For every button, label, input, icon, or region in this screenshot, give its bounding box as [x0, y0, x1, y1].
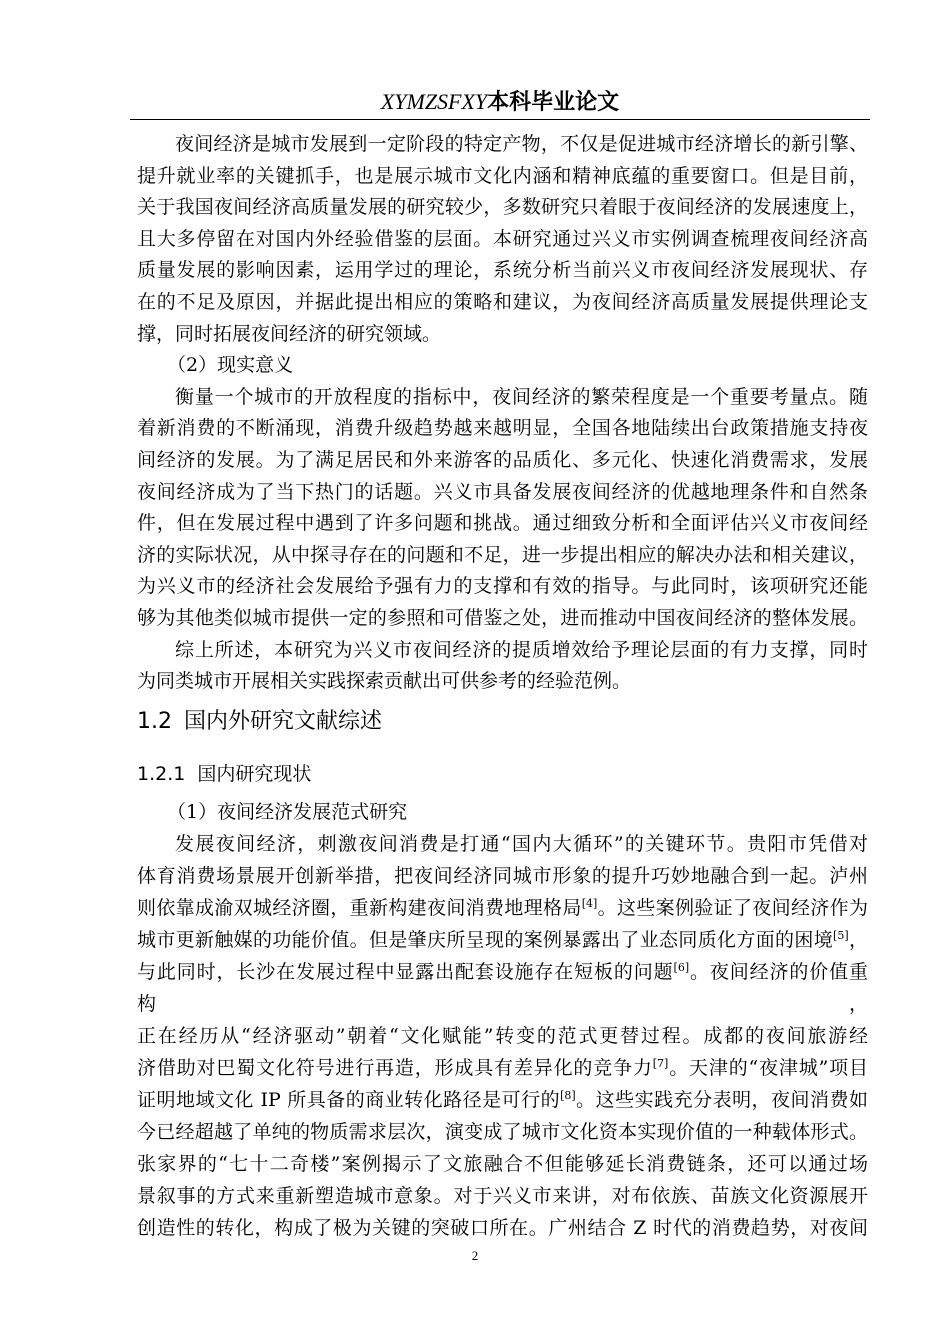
subsection-title: 国内研究现状: [197, 763, 312, 785]
citation-ref: [7]: [652, 1057, 669, 1070]
text-line: [137, 224, 868, 256]
text-segment: 质量发展的影响因素，运用学过的理论，系统分析当前兴义市夜间经济发展现状、存: [137, 259, 868, 282]
text-segment: 正在经历从“经济驱动”朝着“文化赋能”转变的范式更替过程。成都的夜间旅游经: [137, 1025, 868, 1047]
text-line: [137, 1084, 868, 1116]
text-line: [137, 892, 868, 924]
text-line: [137, 924, 868, 956]
text-segment: 间经济的发展。为了满足居民和外来游客的品质化、多元化、快速化消费需求，发展: [137, 448, 868, 471]
text-line: [137, 571, 868, 603]
text-line: [137, 350, 868, 382]
text-line: [137, 1020, 868, 1052]
subsection-number: 1.2.1: [137, 763, 186, 785]
page-number: 2: [471, 1248, 479, 1263]
header-rule: [130, 119, 870, 120]
text-segment: 撑，同时拓展夜间经济的研究领域。: [137, 322, 442, 345]
text-segment: 发展夜间经济，刺激夜间消费是打通“国内大循环”的关键环节。贵阳市凭借对: [175, 833, 868, 855]
text-segment: 创造性的转化，构成了极为关键的突破口所在。广州结合 Z 时代的消费趋势，对夜间: [137, 1217, 868, 1239]
section-number: 1.2: [137, 709, 172, 734]
text-line: [137, 319, 868, 351]
text-segment: 则依靠成渝双城经济圈，重新构建夜间消费地理格局: [137, 897, 582, 919]
text-line: [137, 445, 868, 477]
running-header: [130, 88, 870, 117]
text-line: [137, 508, 868, 540]
text-segment: 夜间经济是城市发展到一定阶段的特定产物，不仅是促进城市经济增长的新引擎、: [175, 133, 868, 155]
text-line: [137, 192, 868, 224]
citation-ref: [8]: [560, 1089, 576, 1102]
citation-ref: [6]: [673, 961, 690, 974]
subsection-heading: [137, 761, 311, 787]
text-segment: 。夜间经济的价值重构，: [137, 961, 868, 1015]
text-segment: 证明地域文化 IP 所具备的商业转化路径是可行的: [137, 1089, 561, 1111]
text-segment: 且大多停留在对国内外经验借鉴的层面。本研究通过兴义市实例调查梳理夜间经济高: [137, 227, 868, 250]
text-line: [137, 1116, 868, 1148]
text-line: [137, 382, 868, 414]
text-segment: （1）夜间经济发展范式研究: [167, 801, 408, 823]
text-line: [137, 956, 868, 1020]
text-segment: 在的不足及原因，并据此提出相应的策略和建议，为夜间经济高质量发展提供理论支: [137, 290, 868, 313]
text-segment: 夜间经济成为了当下热门的话题。兴义市具备发展夜间经济的优越地理条件和自然条: [137, 480, 868, 503]
text-segment: 。这些实践充分表明，夜间消费如: [575, 1089, 868, 1111]
text-segment: （2）现实意义: [167, 354, 294, 377]
text-segment: 济的实际状况，从中探寻存在的问题和不足，进一步提出相应的解决办法和相关建议，: [137, 543, 868, 566]
text-segment: 张家界的“七十二奇楼”案例揭示了文旅融合不但能够延长消费链条，还可以通过场: [137, 1153, 868, 1175]
section-heading: [137, 707, 382, 737]
text-line: [137, 129, 868, 161]
text-line: [137, 1180, 868, 1212]
text-line: [137, 540, 868, 572]
text-segment: 衡量一个城市的开放程度的指标中，夜间经济的繁荣程度是一个重要考量点。随: [175, 385, 868, 408]
body-section-domestic-research: [137, 796, 868, 1244]
section-title: 国内外研究文献综述: [184, 709, 383, 734]
text-line: [137, 666, 868, 698]
text-line: [137, 255, 868, 287]
text-segment: 着新消费的不断涌现，消费升级趋势越来越明显，全国各地陆续出台政策措施支持夜: [137, 417, 868, 440]
text-segment: 体育消费场景展开创新举措，把夜间经济同城市形象的提升巧妙地融合到一起。泸州: [137, 865, 868, 887]
body-section-significance: [137, 129, 868, 698]
text-line: [137, 1052, 868, 1084]
text-line: [137, 477, 868, 509]
text-segment: 与此同时，长沙在发展过程中显露出配套设施存在短板的问题: [137, 961, 674, 983]
text-segment: 为兴义市的经济社会发展给予强有力的支撑和有效的指导。与此同时，该项研究还能: [137, 575, 868, 598]
text-line: [137, 161, 868, 193]
text-segment: 件，但在发展过程中遇到了许多问题和挑战。通过细致分析和全面评估兴义市夜间经: [137, 512, 868, 535]
text-segment: 够为其他类似城市提供一定的参照和可借鉴之处，进而推动中国夜间经济的整体发展。: [137, 606, 868, 629]
text-line: [137, 796, 868, 828]
header-title: 本科毕业论文: [487, 90, 620, 115]
text-segment: 为同类城市开展相关实践探索贡献出可供参考的经验范例。: [137, 670, 632, 693]
text-line: [137, 1212, 868, 1244]
header-latin: XYMZSFXY: [380, 89, 488, 114]
text-segment: ，: [848, 929, 868, 951]
citation-ref: [5]: [833, 929, 849, 942]
text-segment: 城市更新触媒的功能价值。但是肇庆所呈现的案例暴露出了业态同质化方面的困境: [137, 929, 834, 951]
text-segment: 提升就业率的关键抓手，也是展示城市文化内涵和精神底蕴的重要窗口。但是目前，: [137, 164, 868, 187]
text-line: [137, 860, 868, 892]
text-line: [137, 603, 868, 635]
text-segment: 景叙事的方式来重新塑造城市意象。对于兴义市来讲，对布依族、苗族文化资源展开: [137, 1185, 868, 1207]
text-line: [137, 1148, 868, 1180]
text-segment: 。天津的“夜津城”项目: [668, 1057, 868, 1079]
text-segment: 关于我国夜间经济高质量发展的研究较少，多数研究只着眼于夜间经济的发展速度上，: [137, 196, 868, 219]
text-line: [137, 413, 868, 445]
text-segment: 。这些案例验证了夜间经济作为: [597, 897, 868, 919]
text-line: [137, 635, 868, 667]
text-segment: 济借助对巴蜀文化符号进行再造，形成具有差异化的竞争力: [137, 1057, 653, 1079]
text-segment: 综上所述，本研究为兴义市夜间经济的提质增效给予理论层面的有力支撑，同时: [175, 638, 868, 661]
citation-ref: [4]: [581, 897, 598, 910]
text-segment: 今已经超越了单纯的物质需求层次，演变成了城市文化资本实现价值的一种载体形式。: [137, 1121, 868, 1143]
text-line: [137, 828, 868, 860]
text-line: [137, 287, 868, 319]
